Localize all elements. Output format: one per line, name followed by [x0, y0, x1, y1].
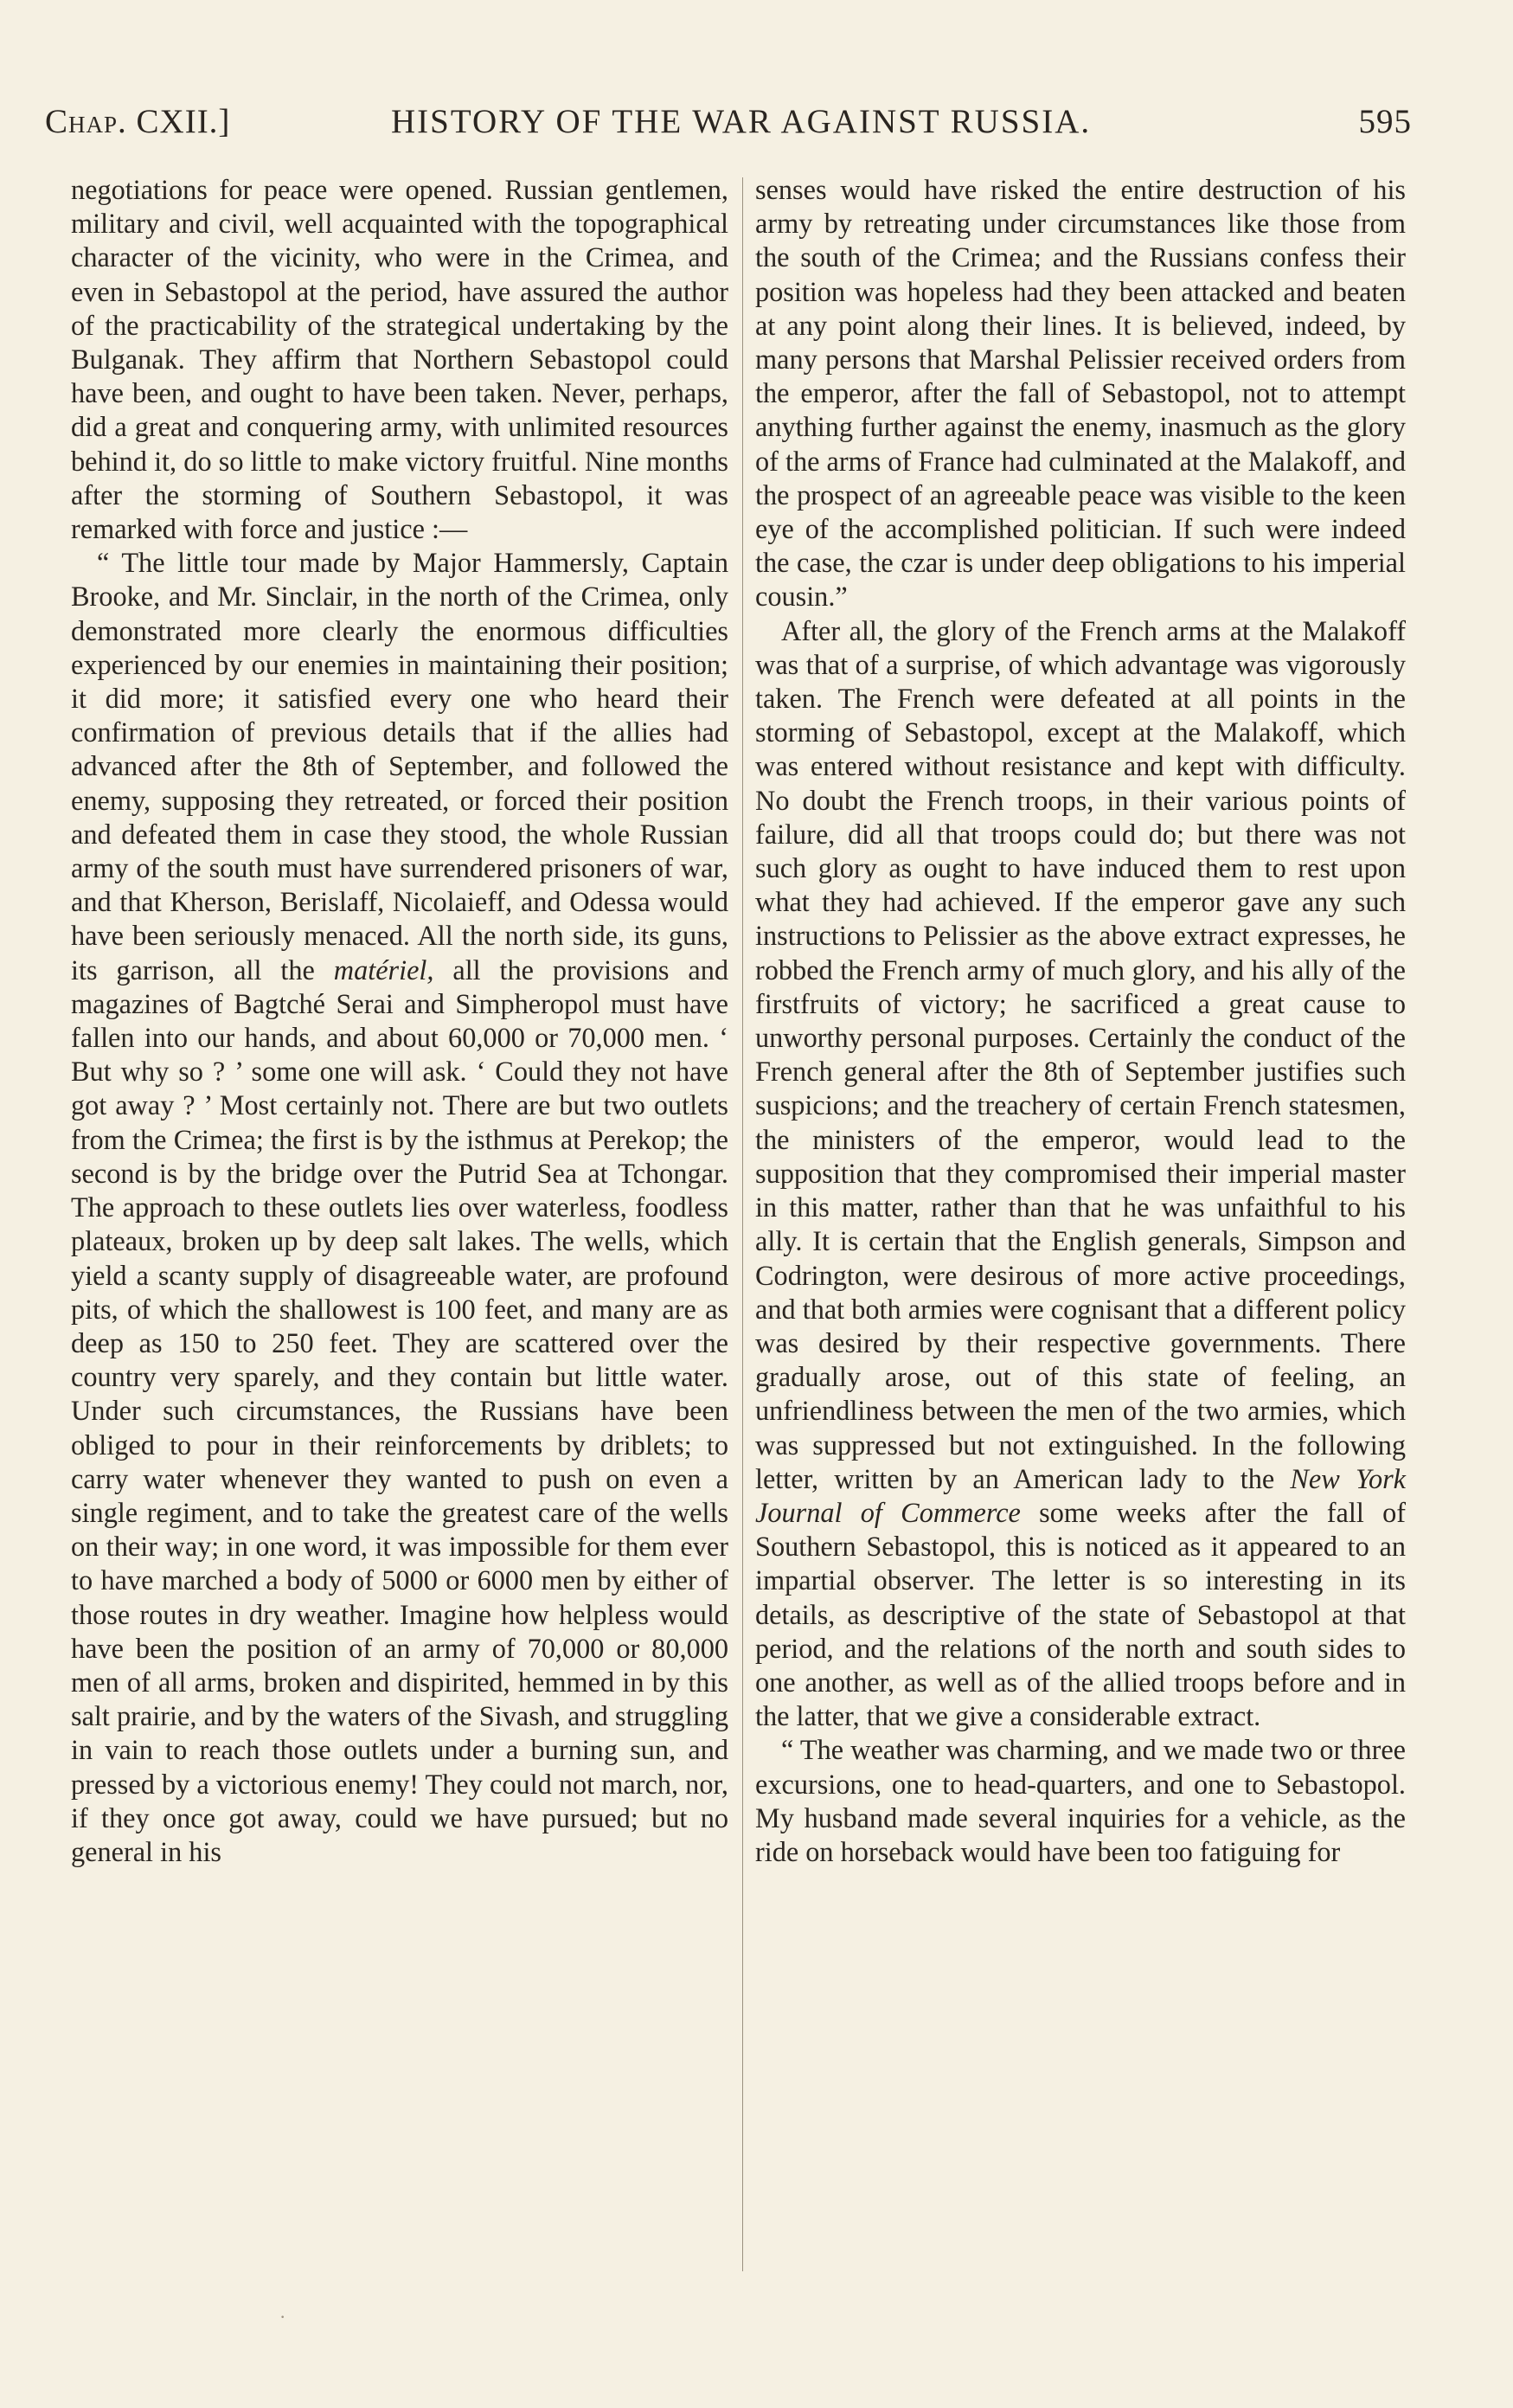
- page-number: 595: [1358, 103, 1412, 140]
- italic-term: matériel,: [333, 954, 434, 986]
- right-column: [755, 173, 1406, 1869]
- paragraph: senses would have risked the entire destruction of his army by retreating under circumstances like those from the south of the Crimea; and the Russians confess their position was hopeless had they been attacked and beaten at any point along their lines. It is believed, indeed, by many persons that Marshal Pelissier received orders from the emperor, after the fall of Sebastopol, not to attempt anything further against the enemy, inasmuch as the glory of the arms of France had culminated at the Malakoff, and the prospect of an agreeable peace was visible to the keen eye of the accomplished politician. If such were indeed the case, the czar is under deep obligations to his imperial cousin.”: [755, 174, 1406, 613]
- paragraph-quote: [71, 546, 728, 1869]
- running-header: [45, 102, 1412, 145]
- paragraph: [755, 614, 1406, 1734]
- printer-mark: ·: [279, 2306, 286, 2328]
- text-run: some weeks after the fall of Southern Sebastopol, this is noticed as it appeared to an impartial observer. The letter is so interesting in its details, as descriptive of the state of Sebastopol at that period, and the relations of the north and south sides to one another, as well as of the allied troops before and in the latter, that we give a considerable extract.: [755, 1496, 1406, 1732]
- left-column: [71, 173, 728, 1869]
- text-run: After all, the glory of the French arms at the Malakoff was that of a surprise, of which advantage was vigorously taken. The French were defeated at all points in the storming of Sebastopol, except at the Malakoff, which was entered without resistance and kept with difficulty. No doubt the French troops, in their various points of failure, did all that troops could do; but there was not such glory as ought to have induced them to rest upon what they had achieved. If the emperor gave any such instructions to Pelissier as the above extract expresses, he robbed the French army of much glory, and his ally of the firstfruits of victory; he sacrificed a great cause to unworthy personal purposes. Certainly the conduct of the French general after the 8th of September justifies such suspicions; and the treachery of certain French statesmen, the ministers of the emperor, would lead to the supposition that they compromised their imperial master in this matter, rather than that he was unfaithful to his ally. It is certain that the English generals, Simpson and Codrington, were desirous of more active proceedings, and that both armies were cognisant that a different policy was desired by their respective governments. There gradually arose, out of this state of feeling, an unfriendliness between the men of the two armies, which was suppressed but not extinguished. In the following letter, written by an American lady to the: [755, 614, 1406, 1494]
- book-title: HISTORY OF THE WAR AGAINST RUSSIA.: [391, 103, 1092, 140]
- text-run: “ The little tour made by Major Hammersly, Captain Brooke, and Mr. Sinclair, in the north of the Crimea, only demonstrated more clearly the enormous difficulties experienced by our enemies in maintaining their position; it did more; it satisfied every one who heard their confirmation of previous details that if the allies had advanced after the 8th of September, and followed the enemy, supposing they retreated, or forced their position and defeated them in case they stood, the whole Russian army of the south must have surrendered prisoners of war, and that Kherson, Berislaff, Nicolaieff, and Odessa would have been seriously menaced. All the north side, its guns, its garrison, all the: [71, 547, 728, 986]
- chapter-label: Chap. CXII.]: [45, 103, 231, 140]
- text-run: all the provisions and magazines of Bagtché Serai and Simpheropol must have fallen into our hands, and about 60,000 or 70,000 men. ‘ But why so ? ’ some one will ask. ‘ Could they not have got away ? ’ Most certainly not. There are but two outlets from the Crimea; the first is by the isthmus at Perekop; the second is by the bridge over the Putrid Sea at Tchongar. The approach to these outlets lies over waterless, foodless plateaux, broken up by deep salt lakes. The wells, which yield a scanty supply of disagreeable water, are profound pits, of which the shallowest is 100 feet, and many are as deep as 150 to 250 feet. They are scattered over the country very sparely, and they contain but little water. Under such circumstances, the Russians have been obliged to pour in their reinforcements by driblets; to carry water whenever they wanted to push on even a single regiment, and to take the greatest care of the wells on their way; in one word, it was impossible for them ever to have marched a body of 5000 or 6000 men by either of those routes in dry weather. Imagine how helpless would have been the position of an army of 70,000 or 80,000 men of all arms, broken and dispirited, hemmed in by this salt prairie, and by the waters of the Sivash, and struggling in vain to reach those outlets under a burning sun, and pressed by a victorious enemy! They could not march, nor, if they once got away, could we have pursued; but no general in his: [71, 954, 729, 1867]
- paragraph: negotiations for peace were opened. Russian gentlemen, military and civil, well acquainted with the topographical character of the vicinity, who were in the Crimea, and even in Sebastopol at the period, have assured the author of the practicability of the strategical undertaking by the Bulganak. They affirm that Northern Sebastopol could have been, and ought to have been taken. Never, perhaps, did a great and conquering army, with unlimited resources behind it, do so little to make victory fruitful. Nine months after the storming of Southern Sebastopol, it was remarked with force and justice :—: [71, 174, 728, 545]
- column-divider: [742, 177, 743, 2271]
- paragraph-quote: “ The weather was charming, and we made two or three excursions, one to head-quarters, and one to Sebastopol. My husband made several inquiries for a vehicle, as the ride on horseback would have been too fatiguing for: [755, 1734, 1406, 1867]
- italic-journal-title: New York Journal of Commerce: [755, 1462, 1406, 1528]
